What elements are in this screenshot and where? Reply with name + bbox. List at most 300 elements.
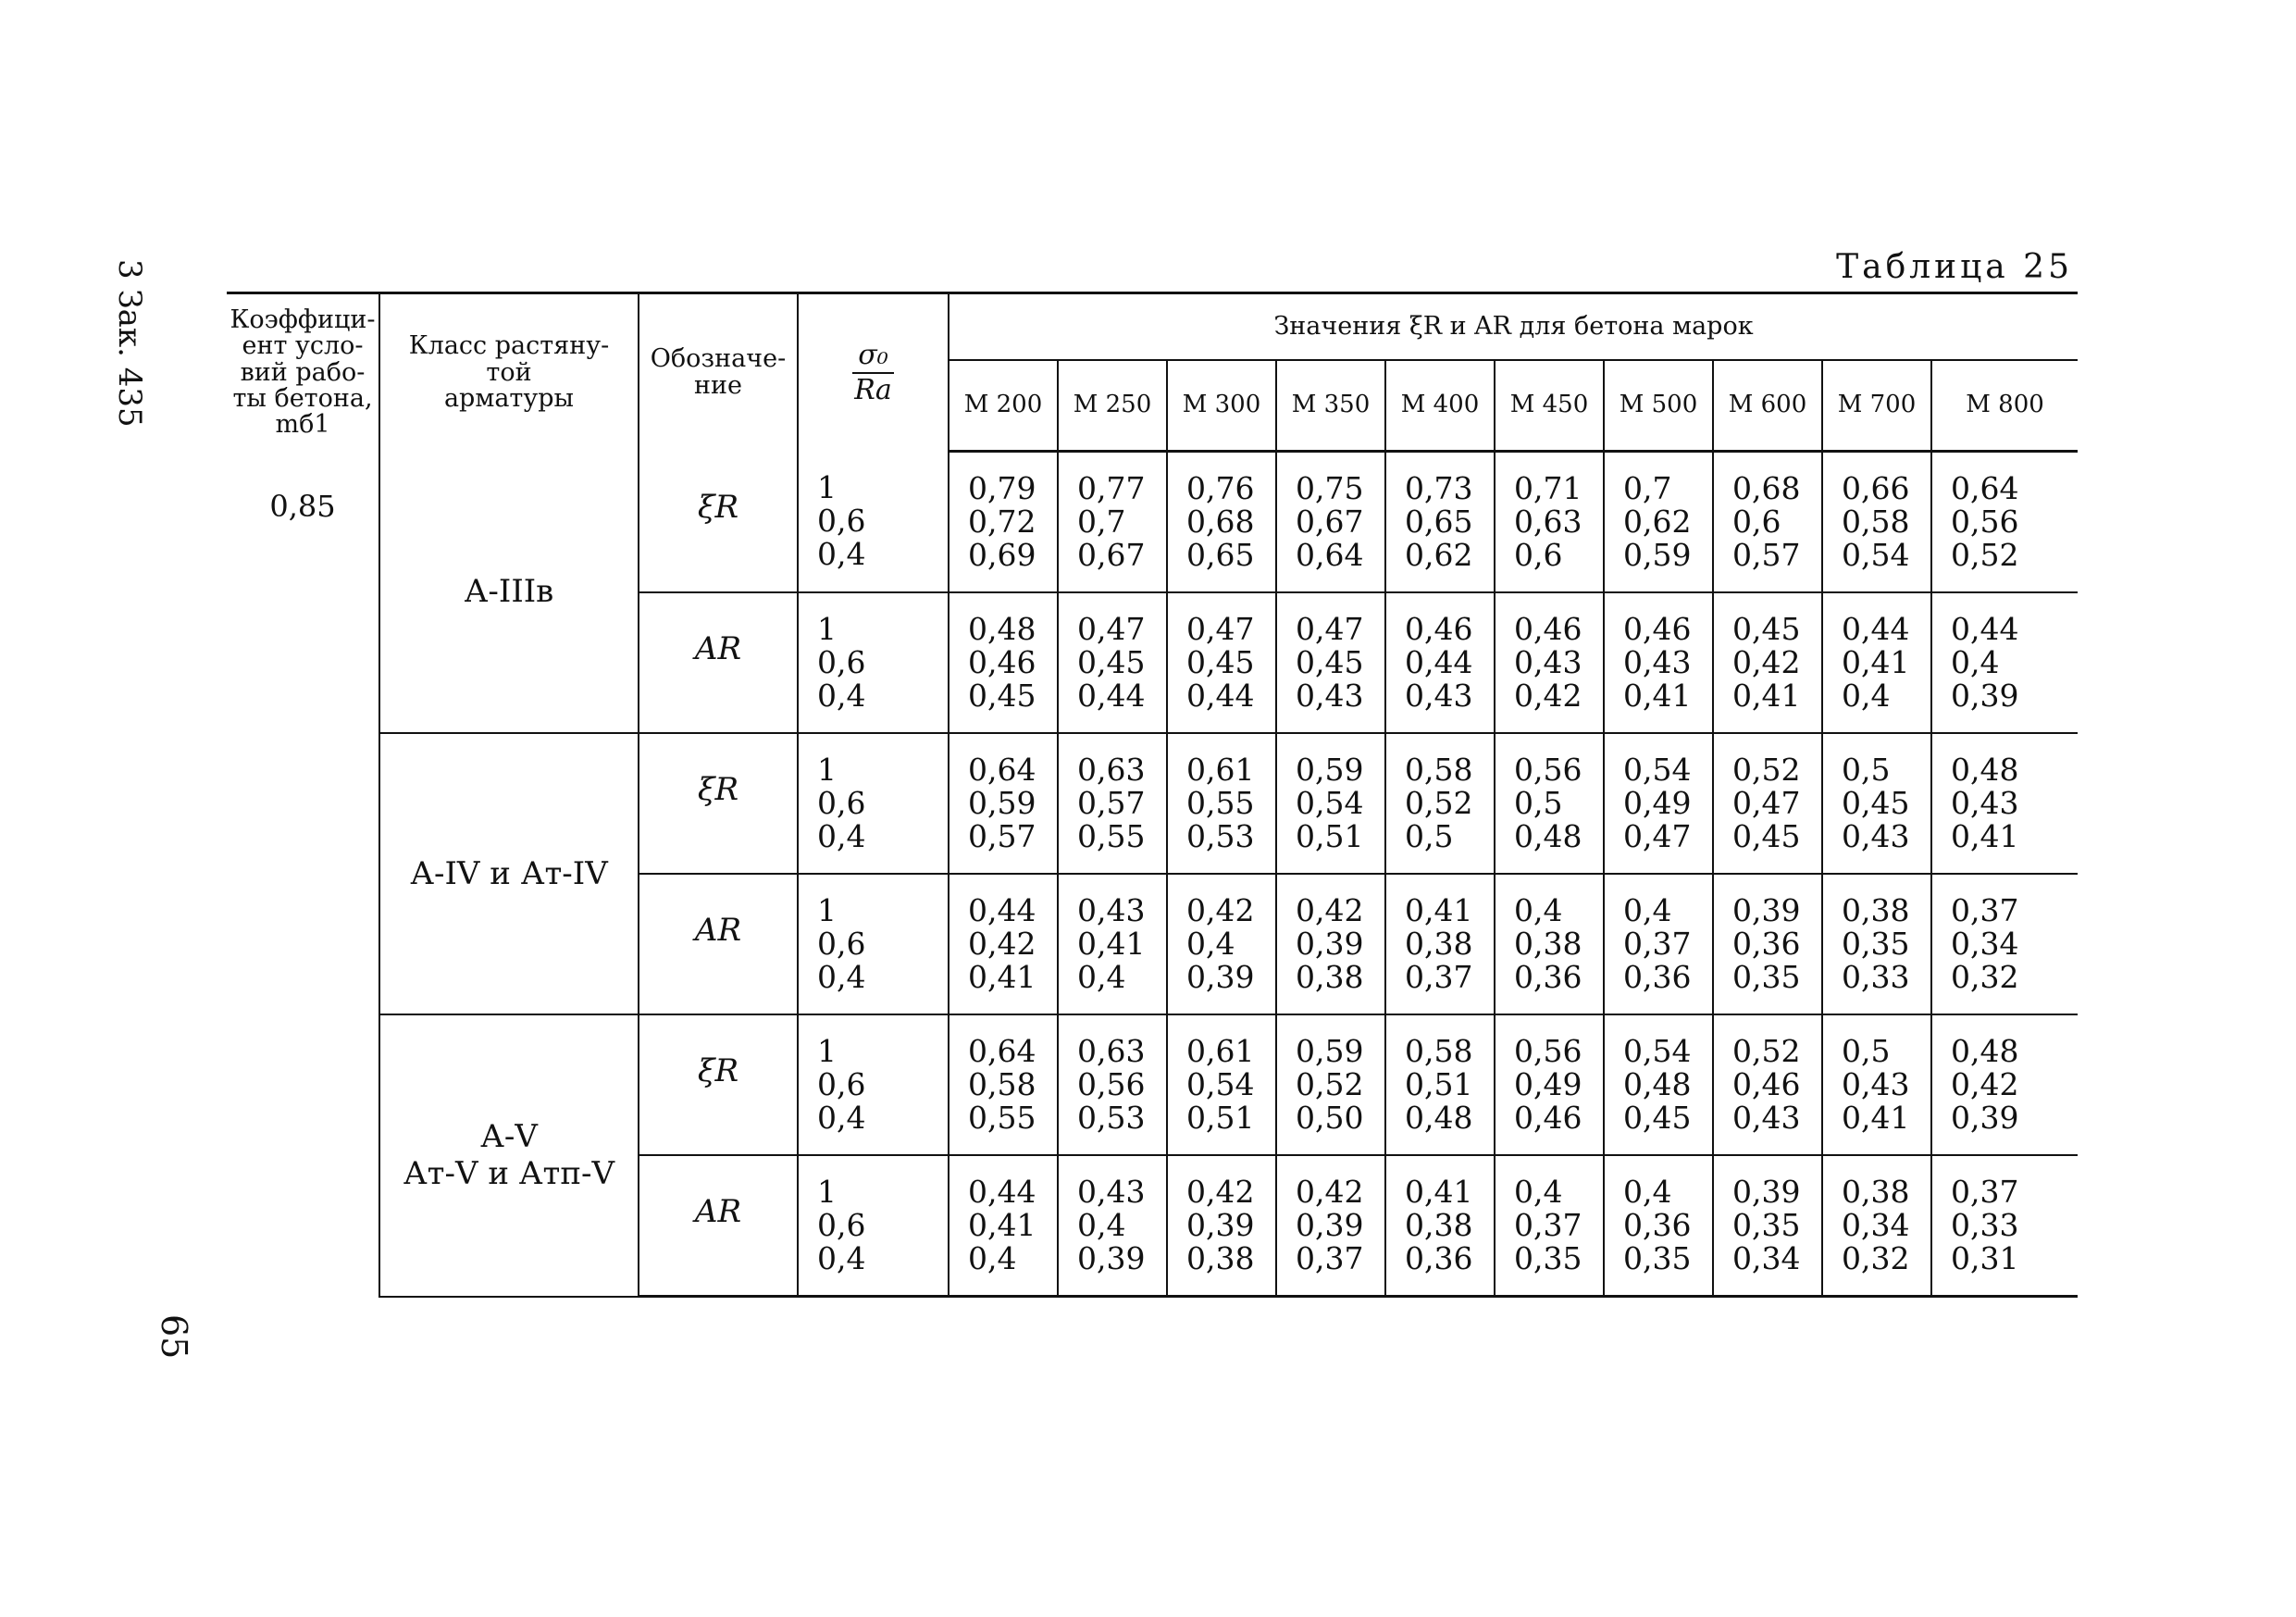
value: 0,68 <box>1732 470 1801 506</box>
value: 0,4 <box>1514 1174 1563 1210</box>
value-cell <box>949 1014 1058 1155</box>
value-cell <box>1822 452 1931 593</box>
value: 0,44 <box>1405 644 1473 680</box>
value: 0,4 <box>1842 678 1891 714</box>
value: 0,59 <box>968 785 1036 821</box>
designation-cell: ξR <box>639 733 798 874</box>
ratio-cell <box>798 452 949 593</box>
value: 0,56 <box>1514 752 1582 788</box>
value: 0,36 <box>1732 926 1801 962</box>
value: 0,32 <box>1842 1240 1910 1276</box>
designation-cell: AR <box>639 1155 798 1297</box>
value-cell <box>1495 1014 1604 1155</box>
ratio-cell <box>798 592 949 733</box>
ratio-value: 0,6 <box>817 785 866 821</box>
value-cell <box>1058 733 1167 874</box>
value: 0,49 <box>1514 1066 1582 1102</box>
value-cell <box>1385 452 1495 593</box>
value-cell <box>1495 592 1604 733</box>
value: 0,4 <box>1623 1174 1672 1210</box>
value: 0,62 <box>1405 537 1473 573</box>
value-cell <box>1931 1155 2078 1297</box>
value: 0,48 <box>1951 1033 2019 1069</box>
ratio-cell <box>798 1014 949 1155</box>
value-cell <box>1931 452 2078 593</box>
value-cell <box>1604 733 1713 874</box>
header-mark: М 800 <box>1931 360 2078 452</box>
ratio-value: 0,4 <box>817 959 866 995</box>
class-cell <box>379 452 639 734</box>
value: 0,63 <box>1514 504 1582 540</box>
designation-cell: ξR <box>639 452 798 593</box>
header-coefficient-line: ты бетона, <box>232 383 373 413</box>
value: 0,5 <box>1405 818 1454 854</box>
header-coefficient-line: Коэффици- <box>230 305 376 334</box>
value: 0,64 <box>968 1033 1036 1069</box>
value: 0,5 <box>1514 785 1563 821</box>
value: 0,52 <box>1732 752 1801 788</box>
value: 0,44 <box>968 892 1036 928</box>
value: 0,61 <box>1186 1033 1255 1069</box>
value: 0,64 <box>1296 537 1364 573</box>
value: 0,42 <box>1514 678 1582 714</box>
header-mark: М 200 <box>949 360 1058 452</box>
ratio-cell <box>798 733 949 874</box>
ratio-cell <box>798 1155 949 1297</box>
header-designation-line: Обозначе- <box>650 344 787 374</box>
value: 0,37 <box>1623 926 1692 962</box>
value-cell <box>949 1155 1058 1297</box>
value-cell <box>1713 1155 1822 1297</box>
value: 0,50 <box>1296 1100 1364 1136</box>
value-cell <box>1058 452 1167 593</box>
value-cell <box>1276 1014 1385 1155</box>
value-cell <box>949 874 1058 1014</box>
value: 0,54 <box>1296 785 1364 821</box>
value-cell <box>1385 592 1495 733</box>
value: 0,35 <box>1732 959 1801 995</box>
value: 0,79 <box>968 470 1036 506</box>
value: 0,47 <box>1296 611 1364 647</box>
value-cell <box>1931 874 2078 1014</box>
value: 0,32 <box>1951 959 2019 995</box>
value: 0,4 <box>1077 1207 1126 1243</box>
value-cell <box>1167 592 1276 733</box>
value: 0,33 <box>1842 959 1910 995</box>
value: 0,48 <box>1951 752 2019 788</box>
value: 0,41 <box>968 959 1036 995</box>
value: 0,6 <box>1732 504 1781 540</box>
ratio-cell <box>798 874 949 1014</box>
value: 0,35 <box>1842 926 1910 962</box>
table-title: Таблица 25 <box>1836 248 2073 286</box>
value: 0,52 <box>1732 1033 1801 1069</box>
value-cell <box>1931 733 2078 874</box>
value: 0,39 <box>1732 892 1801 928</box>
value: 0,59 <box>1296 1033 1364 1069</box>
value: 0,4 <box>1623 892 1672 928</box>
value: 0,61 <box>1186 752 1255 788</box>
value: 0,58 <box>1405 752 1473 788</box>
value: 0,58 <box>968 1066 1036 1102</box>
header-class <box>379 293 639 452</box>
value: 0,65 <box>1405 504 1473 540</box>
value: 0,44 <box>1077 678 1146 714</box>
value: 0,38 <box>1842 892 1910 928</box>
class-label: А-IV и Ат-IV <box>410 855 608 892</box>
value-cell <box>1931 1014 2078 1155</box>
value: 0,38 <box>1842 1174 1910 1210</box>
value: 0,39 <box>1186 959 1255 995</box>
value: 0,53 <box>1077 1100 1146 1136</box>
value-cell <box>949 592 1058 733</box>
value: 0,57 <box>968 818 1036 854</box>
value: 0,38 <box>1405 1207 1473 1243</box>
value: 0,49 <box>1623 785 1692 821</box>
value: 0,37 <box>1514 1207 1582 1243</box>
value: 0,38 <box>1186 1240 1255 1276</box>
value: 0,56 <box>1514 1033 1582 1069</box>
value-cell <box>1276 874 1385 1014</box>
value: 0,42 <box>1296 1174 1364 1210</box>
table-row <box>227 452 2078 593</box>
value-cell <box>1604 874 1713 1014</box>
value: 0,68 <box>1186 504 1255 540</box>
value: 0,42 <box>1951 1066 2019 1102</box>
value-cell <box>1276 1155 1385 1297</box>
value: 0,54 <box>1623 752 1692 788</box>
value: 0,45 <box>1732 611 1801 647</box>
value: 0,43 <box>1296 678 1364 714</box>
value: 0,67 <box>1296 504 1364 540</box>
ratio-value: 1 <box>817 892 837 928</box>
value: 0,4 <box>968 1240 1017 1276</box>
value: 0,45 <box>1732 818 1801 854</box>
value-cell <box>1604 1014 1713 1155</box>
value: 0,46 <box>1623 611 1692 647</box>
value: 0,42 <box>1186 892 1255 928</box>
ratio-value: 1 <box>817 469 837 506</box>
value-cell <box>1276 733 1385 874</box>
value: 0,41 <box>968 1207 1036 1243</box>
value-cell <box>1604 452 1713 593</box>
value: 0,43 <box>1842 1066 1910 1102</box>
ratio-value: 0,6 <box>817 1066 866 1102</box>
value: 0,45 <box>1186 644 1255 680</box>
value: 0,38 <box>1514 926 1582 962</box>
value: 0,36 <box>1514 959 1582 995</box>
value: 0,39 <box>1296 1207 1364 1243</box>
ratio-value: 0,6 <box>817 644 866 680</box>
ratio-value: 0,6 <box>817 926 866 962</box>
value-cell <box>1495 874 1604 1014</box>
value: 0,48 <box>968 611 1036 647</box>
value: 0,37 <box>1296 1240 1364 1276</box>
value: 0,51 <box>1186 1100 1255 1136</box>
class-cell <box>379 1014 639 1297</box>
value: 0,43 <box>1842 818 1910 854</box>
value: 0,43 <box>1732 1100 1801 1136</box>
value: 0,37 <box>1951 1174 2019 1210</box>
header-designation <box>639 293 798 452</box>
value: 0,58 <box>1405 1033 1473 1069</box>
value-cell <box>1058 592 1167 733</box>
value: 0,52 <box>1951 537 2019 573</box>
value: 0,42 <box>968 926 1036 962</box>
value: 0,37 <box>1951 892 2019 928</box>
value: 0,55 <box>968 1100 1036 1136</box>
header-coefficient-line: вий рабо- <box>240 357 366 387</box>
value: 0,35 <box>1732 1207 1801 1243</box>
value: 0,43 <box>1951 785 2019 821</box>
value: 0,35 <box>1514 1240 1582 1276</box>
value-cell <box>1495 452 1604 593</box>
ratio-numerator: σ₀ <box>852 341 894 374</box>
value: 0,4 <box>1077 959 1126 995</box>
header-coefficient-line: ент усло- <box>242 331 364 361</box>
value: 0,54 <box>1842 537 1910 573</box>
value: 0,44 <box>968 1174 1036 1210</box>
value: 0,36 <box>1623 1207 1692 1243</box>
value: 0,34 <box>1951 926 2019 962</box>
value: 0,52 <box>1405 785 1473 821</box>
value: 0,46 <box>968 644 1036 680</box>
ratio-denominator: Rа <box>854 373 892 406</box>
value-cell <box>1058 1014 1167 1155</box>
value: 0,47 <box>1186 611 1255 647</box>
value: 0,5 <box>1842 752 1891 788</box>
value-cell <box>1713 1014 1822 1155</box>
value-cell <box>1058 1155 1167 1297</box>
value: 0,42 <box>1186 1174 1255 1210</box>
value-cell <box>1385 1014 1495 1155</box>
value: 0,62 <box>1623 504 1692 540</box>
value: 0,43 <box>1405 678 1473 714</box>
value: 0,5 <box>1842 1033 1891 1069</box>
value: 0,41 <box>1842 1100 1910 1136</box>
value: 0,56 <box>1077 1066 1146 1102</box>
ratio-value: 0,6 <box>817 1207 866 1243</box>
value: 0,39 <box>1732 1174 1801 1210</box>
value: 0,46 <box>1514 611 1582 647</box>
value: 0,4 <box>1186 926 1235 962</box>
value-cell <box>949 452 1058 593</box>
value: 0,6 <box>1514 537 1563 573</box>
ratio-value: 0,4 <box>817 1240 866 1276</box>
value: 0,43 <box>1077 1174 1146 1210</box>
ratio-value: 1 <box>817 611 837 647</box>
value-cell <box>1931 592 2078 733</box>
coefficient-value: 0,85 <box>227 452 379 1297</box>
value: 0,45 <box>1077 644 1146 680</box>
designation-cell: AR <box>639 592 798 733</box>
value: 0,41 <box>1951 818 2019 854</box>
value: 0,43 <box>1623 644 1692 680</box>
value: 0,54 <box>1186 1066 1255 1102</box>
header-mark: М 250 <box>1058 360 1167 452</box>
value: 0,44 <box>1842 611 1910 647</box>
header-class-line: той <box>486 357 532 387</box>
value-cell <box>1713 874 1822 1014</box>
header-designation-line: ние <box>694 370 742 400</box>
header-group: Значения ξR и AR для бетона марок <box>949 293 2078 361</box>
ratio-value: 0,4 <box>817 818 866 854</box>
class-cell <box>379 733 639 1014</box>
value: 0,76 <box>1186 470 1255 506</box>
value-cell <box>1167 1155 1276 1297</box>
value: 0,56 <box>1951 504 2019 540</box>
header-coefficient <box>227 293 379 452</box>
value: 0,55 <box>1077 818 1146 854</box>
ratio-value: 1 <box>817 752 837 788</box>
value: 0,7 <box>1623 470 1672 506</box>
header-coefficient-line: mб1 <box>275 410 330 440</box>
value: 0,42 <box>1296 892 1364 928</box>
value: 0,59 <box>1296 752 1364 788</box>
value: 0,4 <box>1514 892 1563 928</box>
value-cell <box>1604 592 1713 733</box>
value: 0,43 <box>1077 892 1146 928</box>
value: 0,53 <box>1186 818 1255 854</box>
value: 0,52 <box>1296 1066 1364 1102</box>
value: 0,47 <box>1623 818 1692 854</box>
value: 0,73 <box>1405 470 1473 506</box>
value: 0,57 <box>1732 537 1801 573</box>
value: 0,39 <box>1077 1240 1146 1276</box>
ratio-value: 1 <box>817 1033 837 1069</box>
value: 0,54 <box>1623 1033 1692 1069</box>
value: 0,45 <box>968 678 1036 714</box>
value: 0,75 <box>1296 470 1364 506</box>
value: 0,41 <box>1623 678 1692 714</box>
value: 0,59 <box>1623 537 1692 573</box>
header-mark: М 450 <box>1495 360 1604 452</box>
header-mark: М 400 <box>1385 360 1495 452</box>
value: 0,44 <box>1186 678 1255 714</box>
ratio-value: 0,4 <box>817 678 866 714</box>
designation-cell: AR <box>639 874 798 1014</box>
class-label: А-IIIв <box>464 573 554 611</box>
value: 0,46 <box>1732 1066 1801 1102</box>
value: 0,45 <box>1623 1100 1692 1136</box>
ratio-value: 0,4 <box>817 536 866 573</box>
value: 0,48 <box>1623 1066 1692 1102</box>
value: 0,47 <box>1732 785 1801 821</box>
value-cell <box>1058 874 1167 1014</box>
header-mark: М 500 <box>1604 360 1713 452</box>
value-cell <box>949 733 1058 874</box>
value-cell <box>1385 1155 1495 1297</box>
value: 0,42 <box>1732 644 1801 680</box>
value: 0,58 <box>1842 504 1910 540</box>
value-cell <box>1276 592 1385 733</box>
side-note: 3 Зак. 435 <box>111 259 148 428</box>
value: 0,71 <box>1514 470 1582 506</box>
value-cell <box>1604 1155 1713 1297</box>
value: 0,66 <box>1842 470 1910 506</box>
header-class-line: Класс растяну- <box>408 331 610 361</box>
value: 0,38 <box>1405 926 1473 962</box>
value: 0,37 <box>1405 959 1473 995</box>
value: 0,41 <box>1077 926 1146 962</box>
value: 0,36 <box>1405 1240 1473 1276</box>
header-class-line: арматуры <box>443 383 575 413</box>
value: 0,46 <box>1514 1100 1582 1136</box>
value-cell <box>1167 874 1276 1014</box>
value-cell <box>1822 1014 1931 1155</box>
value: 0,36 <box>1623 959 1692 995</box>
value: 0,67 <box>1077 537 1146 573</box>
value-cell <box>1167 1014 1276 1155</box>
designation-cell: ξR <box>639 1014 798 1155</box>
value: 0,34 <box>1732 1240 1801 1276</box>
value-cell <box>1822 874 1931 1014</box>
value: 0,64 <box>1951 470 2019 506</box>
value: 0,41 <box>1405 892 1473 928</box>
value-cell <box>1495 1155 1604 1297</box>
table-row <box>227 733 2078 874</box>
page-number: 65 <box>154 1314 194 1360</box>
value: 0,39 <box>1951 678 2019 714</box>
value: 0,63 <box>1077 1033 1146 1069</box>
value-cell <box>1167 733 1276 874</box>
value: 0,57 <box>1077 785 1146 821</box>
header-ratio <box>798 293 949 452</box>
value-cell <box>1822 592 1931 733</box>
value-cell <box>1822 733 1931 874</box>
class-label: А-V <box>480 1118 538 1156</box>
value: 0,35 <box>1623 1240 1692 1276</box>
value-cell <box>1276 452 1385 593</box>
value: 0,45 <box>1842 785 1910 821</box>
value: 0,41 <box>1732 678 1801 714</box>
value: 0,39 <box>1186 1207 1255 1243</box>
value: 0,39 <box>1296 926 1364 962</box>
value: 0,7 <box>1077 504 1126 540</box>
value: 0,31 <box>1951 1240 2019 1276</box>
value: 0,48 <box>1405 1100 1473 1136</box>
value: 0,33 <box>1951 1207 2019 1243</box>
ratio-value: 1 <box>817 1174 837 1210</box>
value: 0,43 <box>1514 644 1582 680</box>
value: 0,77 <box>1077 470 1146 506</box>
value: 0,69 <box>968 537 1036 573</box>
value: 0,48 <box>1514 818 1582 854</box>
value-cell <box>1495 733 1604 874</box>
table-row <box>227 1014 2078 1155</box>
value: 0,64 <box>968 752 1036 788</box>
value: 0,51 <box>1296 818 1364 854</box>
ratio-value: 0,4 <box>817 1100 866 1136</box>
value: 0,46 <box>1405 611 1473 647</box>
ratio-value: 0,6 <box>817 503 866 540</box>
value: 0,41 <box>1842 644 1910 680</box>
value-cell <box>1822 1155 1931 1297</box>
header-mark: М 700 <box>1822 360 1931 452</box>
value: 0,39 <box>1951 1100 2019 1136</box>
value: 0,47 <box>1077 611 1146 647</box>
reinforcement-table <box>227 292 2078 1298</box>
header-mark: М 350 <box>1276 360 1385 452</box>
value: 0,63 <box>1077 752 1146 788</box>
value-cell <box>1385 874 1495 1014</box>
value-cell <box>1713 452 1822 593</box>
value-cell <box>1713 592 1822 733</box>
value: 0,44 <box>1951 611 2019 647</box>
value: 0,45 <box>1296 644 1364 680</box>
value: 0,51 <box>1405 1066 1473 1102</box>
value: 0,34 <box>1842 1207 1910 1243</box>
